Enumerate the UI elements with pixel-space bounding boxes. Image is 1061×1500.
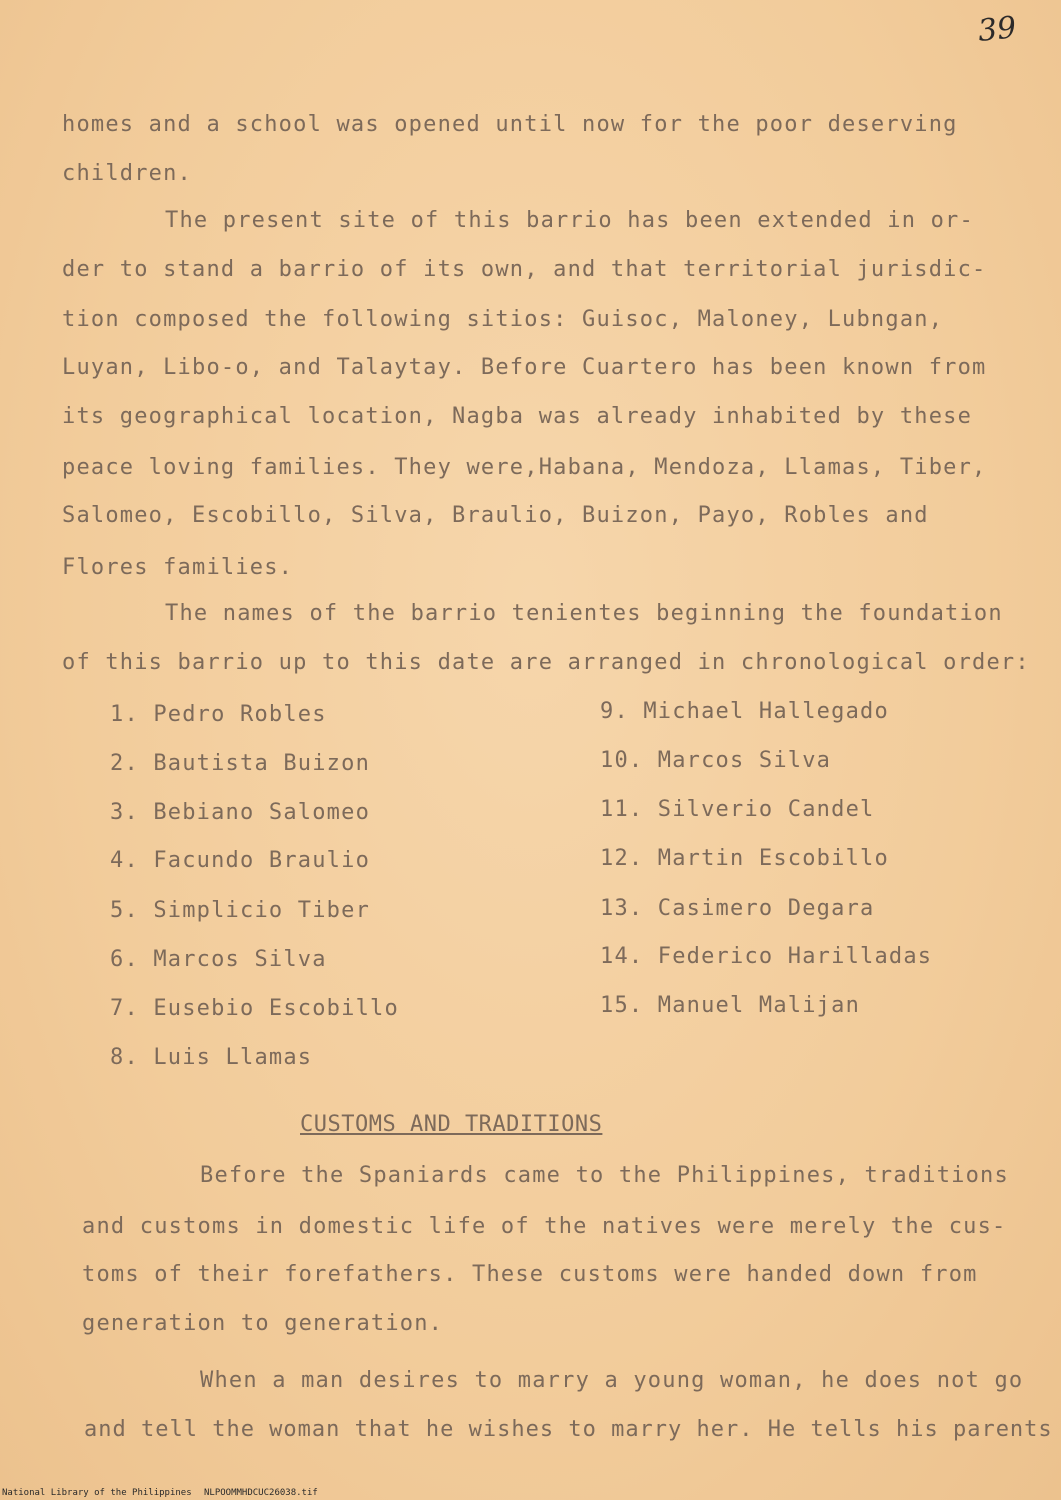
text-line: Luyan, Libo-o, and Talaytay. Before Cuartero has been known from	[62, 355, 987, 380]
text-line: and customs in domestic life of the natives were merely the cus-	[82, 1214, 1007, 1239]
text-line: generation to generation.	[82, 1311, 444, 1336]
text-line: its geographical location, Nagba was already inhabited by these	[62, 404, 973, 429]
list-item: 4. Facundo Braulio	[110, 848, 371, 873]
text-line: Salomeo, Escobillo, Silva, Braulio, Buizon, Payo, Robles and	[62, 503, 929, 528]
text-line: toms of their forefathers. These customs were handed down from	[82, 1262, 978, 1287]
list-item: 6. Marcos Silva	[110, 947, 327, 972]
list-item: 11. Silverio Candel	[600, 797, 875, 822]
text-line: Before the Spaniards came to the Philippines, traditions	[200, 1163, 1009, 1188]
text-line: of this barrio up to this date are arranged in chronological order:	[62, 650, 1030, 675]
list-item: 2. Bautista Buizon	[110, 751, 371, 776]
footer-library: National Library of the Philippines	[2, 1488, 192, 1498]
text-line: The names of the barrio tenientes beginning the foundation	[165, 601, 1003, 626]
list-item: 15. Manuel Malijan	[600, 993, 861, 1018]
text-line: Flores families.	[62, 555, 294, 580]
text-line: peace loving families. They were,Habana, Mendoza, Llamas, Tiber,	[62, 455, 987, 480]
list-item: 5. Simplicio Tiber	[110, 898, 371, 923]
list-item: 3. Bebiano Salomeo	[110, 800, 371, 825]
list-item: 13. Casimero Degara	[600, 896, 875, 921]
text-line: tion composed the following sitios: Guisoc, Maloney, Lubngan,	[62, 307, 944, 332]
text-line: When a man desires to marry a young woman, he does not go	[200, 1368, 1024, 1393]
footer-filename: NLPOOMMHDCUC26038.tif	[204, 1488, 318, 1498]
list-item: 14. Federico Harilladas	[600, 944, 933, 969]
list-item: 8. Luis Llamas	[110, 1045, 313, 1070]
list-item: 12. Martin Escobillo	[600, 846, 889, 871]
text-line: homes and a school was opened until now for the poor deserving	[62, 112, 958, 137]
list-item: 1. Pedro Robles	[110, 702, 327, 727]
section-heading: CUSTOMS AND TRADITIONS	[300, 1112, 603, 1137]
list-item: 10. Marcos Silva	[600, 748, 832, 773]
list-item: 7. Eusebio Escobillo	[110, 996, 399, 1021]
list-item: 9. Michael Hallegado	[600, 699, 889, 724]
text-line: and tell the woman that he wishes to marry her. He tells his parents	[84, 1417, 1053, 1442]
text-line: der to stand a barrio of its own, and that territorial jurisdic-	[62, 257, 987, 282]
text-line: children.	[62, 161, 193, 186]
page-number: 39	[976, 10, 1018, 49]
text-line: The present site of this barrio has been extended in or-	[165, 208, 974, 233]
scan-footer	[2, 1488, 318, 1498]
